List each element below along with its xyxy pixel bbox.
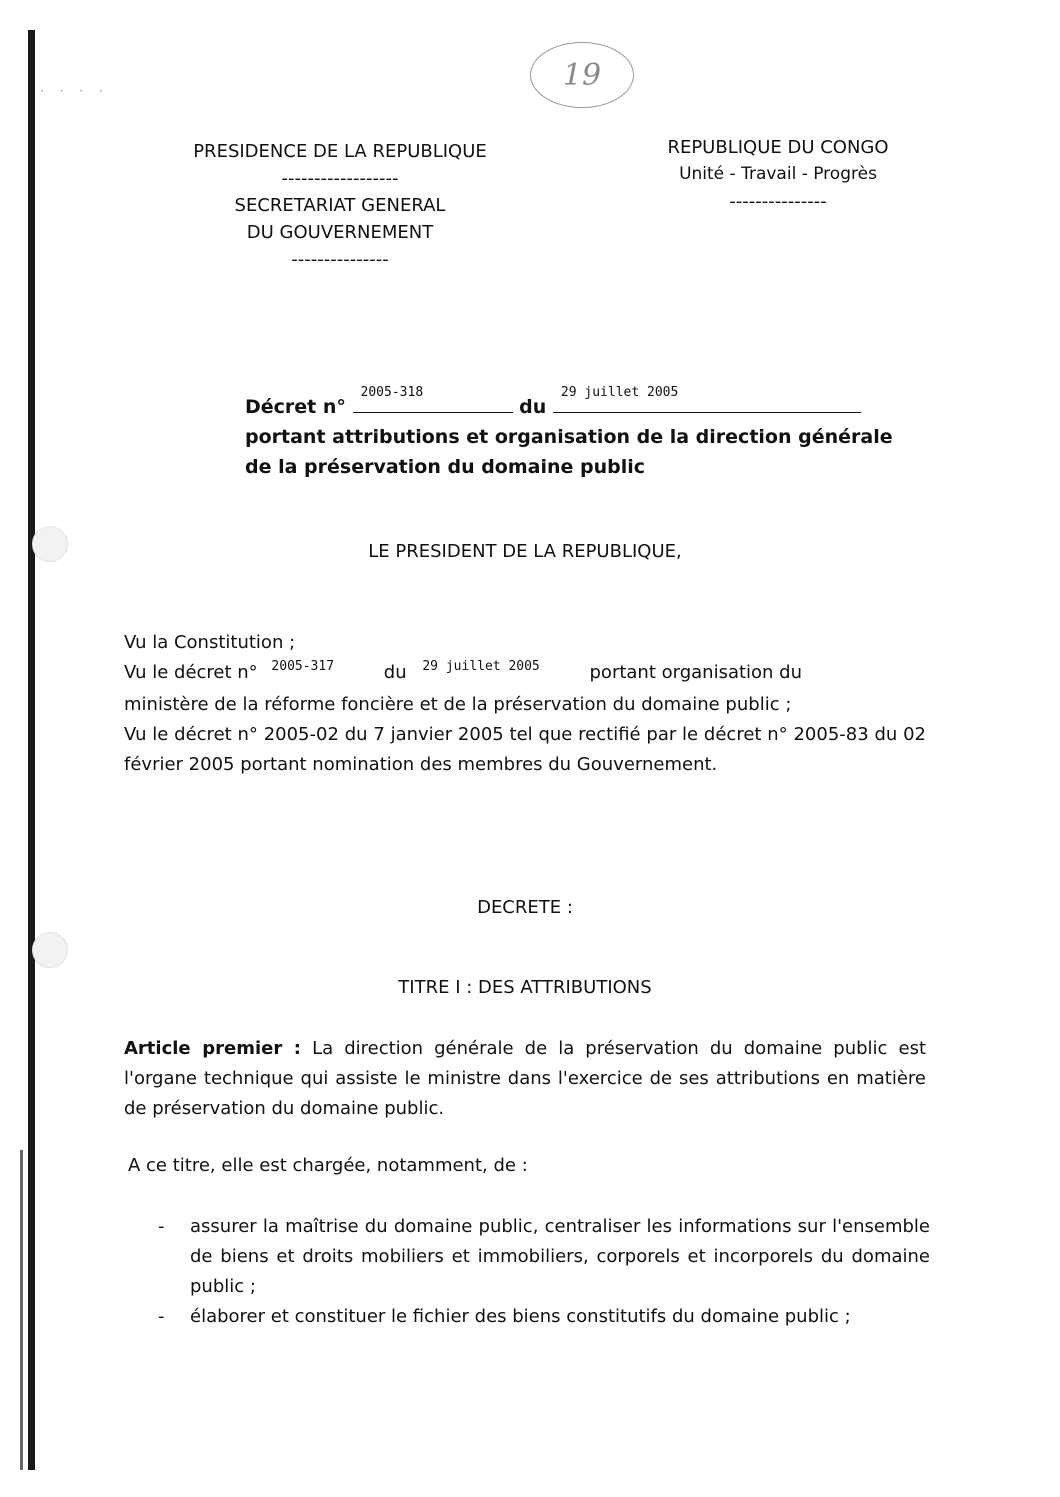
page-number-stamp [530, 42, 634, 108]
president-heading: LE PRESIDENT DE LA REPUBLIQUE, [368, 541, 682, 562]
vu-decret-prefix: Vu le décret n° [124, 662, 258, 683]
article-premier [124, 1034, 926, 1124]
punch-hole-top [32, 526, 68, 562]
decree-du: du [519, 396, 547, 418]
header-separator: --------------- [291, 249, 389, 270]
vu-decret-number: 2005-317 [271, 659, 335, 674]
bullet-dash: - [158, 1216, 165, 1237]
article-text: La direction générale de la préservation du domaine public est l'organe technique qui assiste le ministre dans l'exercice de ses attributions en matière de préservation du domaine public. [124, 1038, 927, 1119]
scan-specks: · · · · [40, 84, 109, 98]
decree-title [245, 385, 893, 482]
attributions-list [158, 1212, 930, 1332]
country-motto: Unité - Travail - Progrès [679, 164, 877, 184]
gouvernement-line: DU GOUVERNEMENT [246, 222, 434, 243]
titre-heading: TITRE I : DES ATTRIBUTIONS [398, 977, 652, 998]
presidence-line: PRESIDENCE DE LA REPUBLIQUE [193, 141, 487, 162]
header-separator: ------------------ [281, 168, 399, 189]
decree-prefix: Décret n° [245, 396, 346, 418]
decree-date-field [553, 385, 861, 413]
country-name: REPUBLIQUE DU CONGO [667, 137, 889, 158]
article-label: Article premier : [124, 1038, 302, 1059]
vu-constitution: Vu la Constitution ; [124, 632, 296, 653]
header-separator: --------------- [729, 191, 827, 212]
list-item-text: élaborer et constituer le fichier des biens constitutifs du domaine public ; [190, 1306, 851, 1327]
vu-decret-tail: portant organisation du [589, 662, 803, 683]
page-number: 19 [562, 57, 602, 93]
punch-hole-bottom [32, 932, 68, 968]
decree-date: 29 juillet 2005 [560, 385, 679, 400]
issuer-header [140, 138, 540, 273]
country-header [628, 134, 928, 215]
decree-subject-line: de la préservation du domaine public [245, 456, 646, 478]
decree-number-field [353, 385, 513, 413]
decrete-heading: DECRETE : [477, 897, 573, 918]
a-ce-titre: A ce titre, elle est chargée, notamment, de : [128, 1155, 528, 1176]
list-item [158, 1212, 930, 1302]
binding-edge-shadow [20, 1150, 23, 1470]
vu-decret-line [124, 658, 926, 690]
vu-decret-line2: ministère de la réforme foncière et de la préservation du domaine public ; [124, 694, 792, 715]
vu-decret2: Vu le décret n° 2005-02 du 7 janvier 2005 tel que rectifié par le décret n° 2005-83 du 02 février 2005 portant nomination des membres du Gouvernement. [124, 724, 926, 775]
vu-section [124, 628, 926, 780]
vu-decret-date: 29 juillet 2005 [422, 659, 540, 674]
secretariat-line: SECRETARIAT GENERAL [234, 195, 446, 216]
decree-number-line [245, 385, 885, 422]
binding-edge [28, 30, 35, 1470]
decree-subject-line: portant attributions et organisation de la direction générale [245, 426, 893, 448]
decree-number: 2005-318 [360, 385, 424, 400]
list-item [158, 1302, 930, 1332]
vu-decret-du: du [383, 662, 407, 683]
bullet-dash: - [158, 1306, 165, 1327]
list-item-text: assurer la maîtrise du domaine public, centraliser les informations sur l'ensemble de biens et droits mobiliers et immobiliers, corporels et incorporels du domaine public ; [190, 1216, 930, 1297]
